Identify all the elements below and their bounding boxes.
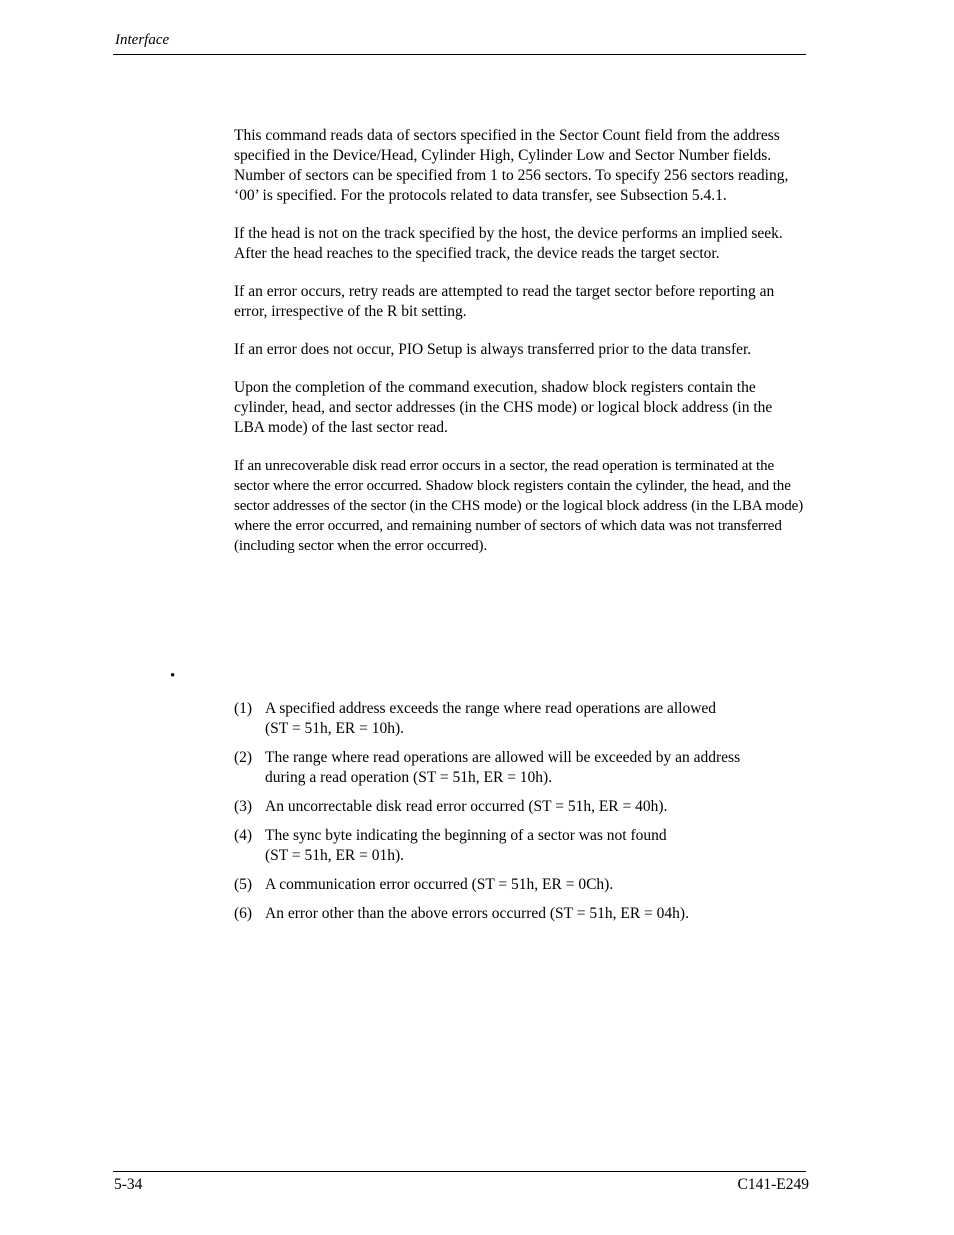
running-header-title: Interface: [115, 32, 170, 48]
page-number: 5-34: [114, 1176, 143, 1193]
list-item: [234, 699, 806, 739]
list-item-line: during a read operation (ST = 51h, ER = 10h).: [265, 769, 553, 786]
list-item-text: [265, 748, 806, 788]
paragraph-unrecoverable-error: If an unrecoverable disk read error occurs in a sector, the read operation is terminated at the sector where the error occurred. Shadow block registers contain the cylinder, the head, and the sector addresses of the sector (in the CHS mode) or the logical block address (in the LBA mode) where the error occurred, and remaining number of sectors of which data was not transferred (including sector when the error occurred).: [234, 458, 804, 554]
footer-rule: [113, 1171, 806, 1172]
list-item-line: The sync byte indicating the beginning of a sector was not found: [265, 827, 667, 844]
bullet-marker: •: [170, 668, 176, 684]
list-item-number: (1): [234, 700, 253, 717]
paragraph-retry-reads: If an error occurs, retry reads are attempted to read the target sector before reporting an error, irrespective of the R bit setting.: [234, 283, 775, 320]
paragraph-command-description: This command reads data of sectors specified in the Sector Count field from the address specified in the Device/Head, Cylinder High, Cylinder Low and Sector Number fields. Number of sectors can be specified from 1 to 256 sectors. To specify 256 sectors reading, ‘00’ is specified. For the protocols related to data transfer, see Subsection 5.4.1.: [234, 127, 789, 204]
list-item-text: [265, 904, 806, 924]
list-item-number: (2): [234, 749, 253, 766]
list-item-number: (3): [234, 798, 253, 815]
document-code: C141-E249: [737, 1176, 809, 1193]
list-item-line: The range where read operations are allowed will be exceeded by an address: [265, 749, 741, 766]
list-item-text: [265, 875, 806, 895]
list-item: [234, 904, 806, 924]
list-item-text: [265, 826, 806, 866]
list-item-text: [265, 797, 806, 817]
list-item: [234, 875, 806, 895]
list-item-line: A specified address exceeds the range where read operations are allowed: [265, 700, 717, 717]
paragraph-completion: Upon the completion of the command execution, shadow block registers contain the cylinder, head, and sector addresses (in the CHS mode) or logical block address (in the LBA mode) of the last sector read.: [234, 379, 773, 436]
list-item-number: (4): [234, 827, 253, 844]
list-item: [234, 748, 806, 788]
list-item: [234, 826, 806, 866]
list-item-line: A communication error occurred (ST = 51h, ER = 0Ch).: [265, 876, 614, 893]
list-item-line: (ST = 51h, ER = 10h).: [265, 720, 405, 737]
body-text: [234, 126, 806, 574]
paragraph-implied-seek: If the head is not on the track specified by the host, the device performs an implied seek. After the head reaches to the specified track, the device reads the target sector.: [234, 225, 783, 262]
error-conditions-list: [234, 699, 806, 933]
list-item-text: [265, 699, 806, 739]
list-item-line: An uncorrectable disk read error occurred (ST = 51h, ER = 40h).: [265, 798, 668, 815]
header-rule: [113, 54, 806, 55]
list-item-line: (ST = 51h, ER = 01h).: [265, 847, 405, 864]
paragraph-pio-setup: If an error does not occur, PIO Setup is always transferred prior to the data transfer.: [234, 341, 752, 358]
list-item-number: (6): [234, 905, 253, 922]
list-item-number: (5): [234, 876, 253, 893]
list-item: [234, 797, 806, 817]
list-item-line: An error other than the above errors occurred (ST = 51h, ER = 04h).: [265, 905, 689, 922]
